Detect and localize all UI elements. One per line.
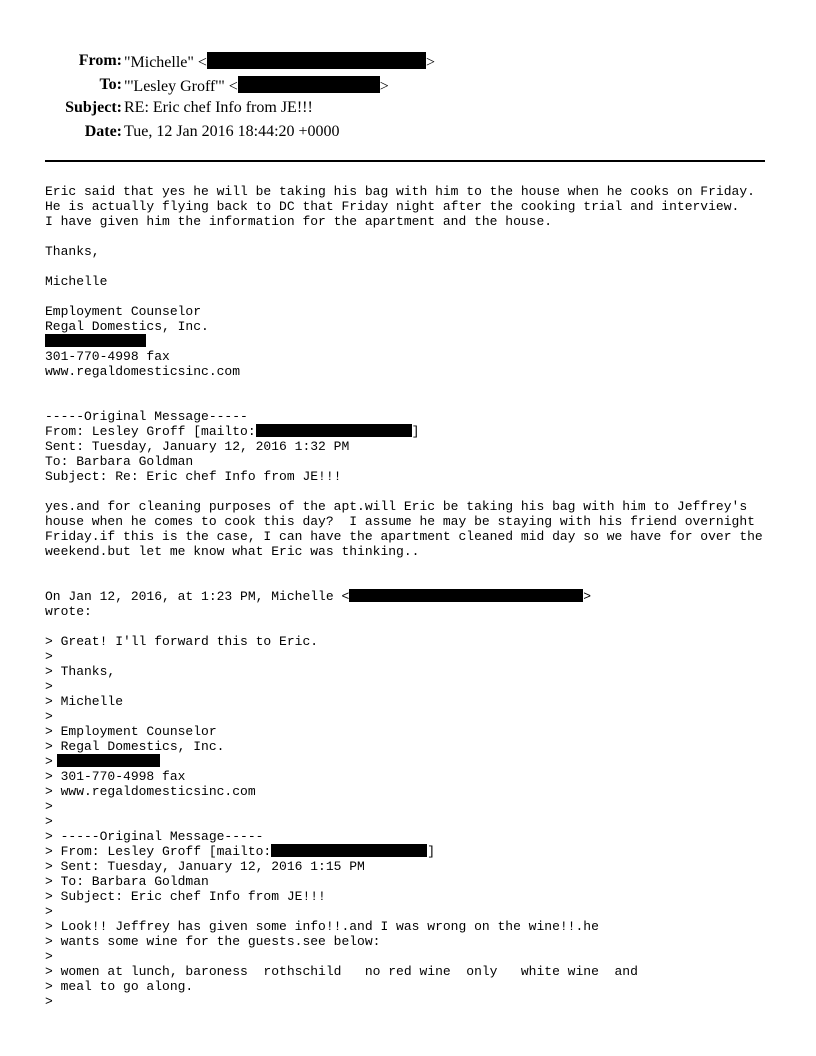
quoted-line: > Thanks,: [45, 664, 116, 679]
blank-line: [45, 379, 775, 394]
body-line: I have given him the information for the apartment and the house.: [45, 214, 553, 229]
to-row: [0, 76, 816, 100]
body-line: Regal Domestics, Inc.: [45, 319, 209, 334]
close-bracket: >: [583, 589, 592, 604]
quoted-line: > Subject: Eric chef Info from JE!!!: [45, 889, 326, 904]
body-line: [45, 424, 775, 439]
message-body: [45, 184, 775, 1009]
to-name: "'Lesley Groff'" <: [124, 77, 238, 95]
body-line: yes.and for cleaning purposes of the apt.will Eric be taking his bag with him to Jeffrey's: [45, 499, 748, 514]
date-value: Tue, 12 Jan 2016 18:44:20 +0000: [124, 122, 340, 140]
close-bracket: >: [379, 77, 389, 95]
quoted-line: > www.regaldomesticsinc.com: [45, 784, 256, 799]
redaction-box: [57, 754, 160, 767]
body-line: www.regaldomesticsinc.com: [45, 364, 241, 379]
subject-value: RE: Eric chef Info from JE!!!: [124, 99, 313, 117]
quoted-line: > -----Original Message-----: [45, 829, 264, 844]
redaction-box: [256, 424, 412, 437]
to-value: [124, 76, 389, 96]
quoted-line: [45, 754, 775, 769]
redaction-box: [207, 52, 426, 69]
quoted-line: > wants some wine for the guests.see below:: [45, 934, 381, 949]
from-value: [124, 52, 435, 72]
from-text: > From: Lesley Groff [mailto:: [45, 844, 272, 859]
from-name: "Michelle" <: [124, 54, 207, 71]
body-line: 301-770-4998 fax: [45, 349, 170, 364]
blank-line: [45, 574, 775, 589]
body-line: -----Original Message-----: [45, 409, 248, 424]
quoted-line: >: [45, 994, 53, 1009]
quoted-line: > 301-770-4998 fax: [45, 769, 186, 784]
quoted-line: > Employment Counselor: [45, 724, 217, 739]
body-line: weekend.but let me know what Eric was thinking..: [45, 544, 420, 559]
blank-line: [45, 619, 775, 634]
from-text: From: Lesley Groff [mailto:: [45, 424, 256, 439]
blank-line: [45, 559, 775, 574]
quoted-line: > Sent: Tuesday, January 12, 2016 1:15 PM: [45, 859, 365, 874]
blank-line: [45, 229, 775, 244]
quoted-line: > women at lunch, baroness rothschild no red wine only white wine and: [45, 964, 638, 979]
body-line: Friday.if this is the case, I can have the apartment cleaned mid day so we have for over the: [45, 529, 763, 544]
redaction-box: [45, 334, 146, 347]
redacted-line: [45, 334, 775, 349]
body-line: Employment Counselor: [45, 304, 202, 319]
quoted-line: > Great! I'll forward this to Eric.: [45, 634, 319, 649]
from-row: [0, 52, 816, 76]
body-line: He is actually flying back to DC that Friday night after the cooking trial and interview.: [45, 199, 740, 214]
close-bracket: ]: [411, 424, 420, 439]
quoted-line: >: [45, 679, 53, 694]
blank-line: [45, 394, 775, 409]
body-line: house when he comes to cook this day? I assume he may be staying with his friend overnight: [45, 514, 755, 529]
body-line: wrote:: [45, 604, 92, 619]
redaction-box: [349, 589, 583, 602]
quoted-line: >: [45, 949, 53, 964]
on-date-text: On Jan 12, 2016, at 1:23 PM, Michelle <: [45, 589, 350, 604]
quote-marker: >: [45, 754, 53, 769]
date-row: [0, 123, 816, 147]
quoted-line: > To: Barbara Goldman: [45, 874, 209, 889]
email-header: [0, 52, 816, 146]
quoted-line: >: [45, 799, 53, 814]
body-line: Thanks,: [45, 244, 100, 259]
header-divider: [45, 160, 765, 162]
close-bracket: >: [425, 54, 435, 71]
to-label: To:: [99, 75, 122, 93]
quoted-line: > meal to go along.: [45, 979, 194, 994]
blank-line: [45, 484, 775, 499]
blank-line: [45, 289, 775, 304]
body-line: [45, 589, 775, 604]
quoted-line: > Regal Domestics, Inc.: [45, 739, 225, 754]
body-line: Michelle: [45, 274, 108, 289]
quoted-line: >: [45, 814, 53, 829]
date-label: Date:: [84, 122, 122, 140]
quoted-line: > Michelle: [45, 694, 124, 709]
from-label: From:: [78, 52, 122, 69]
quoted-line: >: [45, 709, 53, 724]
quoted-line: >: [45, 649, 53, 664]
body-line: Eric said that yes he will be taking his bag with him to the house when he cooks on Friday.: [45, 184, 755, 199]
quoted-line: [45, 844, 775, 859]
subject-label: Subject:: [65, 99, 122, 117]
subject-row: [0, 99, 816, 123]
close-bracket: ]: [427, 844, 436, 859]
body-line: To: Barbara Goldman: [45, 454, 194, 469]
redaction-box: [271, 844, 427, 857]
body-line: Sent: Tuesday, January 12, 2016 1:32 PM: [45, 439, 350, 454]
blank-line: [45, 259, 775, 274]
quoted-line: > Look!! Jeffrey has given some info!!.and I was wrong on the wine!!.he: [45, 919, 599, 934]
body-line: Subject: Re: Eric chef Info from JE!!!: [45, 469, 342, 484]
redaction-box: [238, 76, 380, 93]
quoted-line: >: [45, 904, 53, 919]
